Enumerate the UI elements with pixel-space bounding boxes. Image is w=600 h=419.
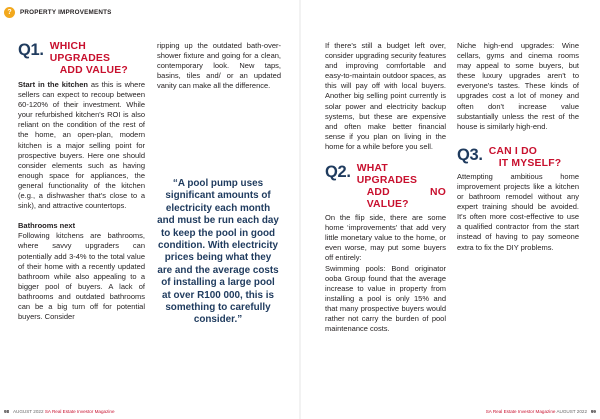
question-title-line-1: CAN I DO bbox=[488, 145, 538, 157]
article-column-3 bbox=[325, 41, 446, 334]
question-title-line-1: WHICH UPGRADES bbox=[49, 41, 111, 64]
footer-left bbox=[4, 409, 115, 414]
question-title bbox=[489, 146, 562, 170]
info-icon: ? bbox=[4, 7, 15, 18]
question-title bbox=[50, 41, 145, 77]
pull-quote: “A pool pump uses significant amounts of electricity each month and must be run each day to keep the pool in good condition. With electricity prices being what they are and the average costs of installing a large pool at over R100 000, this is something to carefully consider.” bbox=[157, 178, 279, 326]
paragraph: On the flip side, there are some home ‘improvements’ that add very little monetary value to the home, or even worse, may put some buyers off entirely: bbox=[325, 213, 446, 263]
issue-date: AUGUST 2022 bbox=[12, 409, 44, 414]
section-header bbox=[4, 5, 112, 19]
question-title-line-2: IT MYSELF? bbox=[498, 157, 562, 169]
question-number: Q1. bbox=[18, 41, 44, 59]
paragraph: Attempting ambitious home improvement projects like a kitchen or bathroom remodel without any expert training should be avoided. It's often more cost-effective to use a qualified contractor from the start instead of having to pay someone extra to fix the DIY problems. bbox=[457, 171, 579, 252]
article-column-4 bbox=[457, 41, 579, 253]
paragraph-text: as this is where sellers can expect to recoup between 60-120% of their investment. While your refurbished kitchen's ROI is also reliant on the condition of the rest of the home, an open-plan, modern kitchen is a major selling point for prospective buyers. Here one should consider elements such as having enough space for appliances, the general functionality of the kitchen (e.g., a dishwasher that's close to a sink), and attractive countertops. bbox=[18, 80, 145, 211]
article-column-2 bbox=[157, 41, 281, 91]
paragraph: Swimming pools: Bond originator ooba Group found that the average increase to value in property from installing a pool is only 15% and that many prospective buyers would rather not carry the burden of pool maintenance costs. bbox=[325, 263, 446, 334]
paragraph: Niche high-end upgrades: Wine cellars, gyms and cinema rooms may appeal to some buyers, but these luxury upgrades aren't to everyone's tastes. These kinds of upgrades cost a lot of money and often don't increase value substantially unless the rest of the house is similarly high-end. bbox=[457, 41, 579, 131]
subheading: Bathrooms next bbox=[18, 221, 76, 231]
question-title-line-2: ADD NO VALUE? bbox=[366, 187, 446, 211]
paragraph: ripping up the outdated bath-over-shower fixture and going for a clean, contemporary look. New taps, basins, tiles and/ or an updated vanity can make all the difference. bbox=[157, 41, 281, 91]
footer-right bbox=[486, 409, 596, 414]
magazine-name: SA Real Estate Investor Magazine bbox=[485, 409, 556, 414]
paragraph bbox=[18, 80, 145, 211]
paragraph bbox=[18, 221, 145, 322]
question-1-heading bbox=[18, 41, 145, 77]
question-title-line-2: ADD VALUE? bbox=[59, 65, 128, 76]
question-3-heading bbox=[457, 146, 579, 170]
lead-in: Start in the kitchen bbox=[18, 80, 88, 89]
right-page bbox=[300, 0, 600, 419]
magazine-name: SA Real Estate Investor Magazine bbox=[44, 409, 115, 414]
page-number: 99 bbox=[590, 409, 596, 414]
issue-date: AUGUST 2022 bbox=[556, 409, 588, 414]
question-number: Q3. bbox=[457, 145, 483, 164]
question-2-heading bbox=[325, 163, 446, 211]
question-title-line-1: WHAT UPGRADES bbox=[356, 163, 418, 187]
article-column-1 bbox=[18, 41, 145, 322]
question-title bbox=[357, 163, 446, 211]
paragraph: If there's still a budget left over, consider upgrading security features and improving comfortable and easy-to-maintain outdoor spaces, as this will pay off with local buyers. Another big selling point currently is solar power and electricity backup systems, but these are expensive and often make better financial sense if you plan on living in the home for a while before you sell. bbox=[325, 41, 446, 151]
page-number: 98 bbox=[4, 409, 10, 414]
question-number: Q2. bbox=[325, 163, 351, 182]
paragraph-text: Following kitchens are bathrooms, where savvy upgraders can potentially add 3-4% to the total value of their home with a recently updated bathroom while also appealing to a bigger pool of buyers. A lack of bathrooms and outdated bathrooms can be a big turn off for potential buyers. Consider bbox=[18, 231, 145, 322]
section-title: PROPERTY IMPROVEMENTS bbox=[20, 8, 112, 16]
